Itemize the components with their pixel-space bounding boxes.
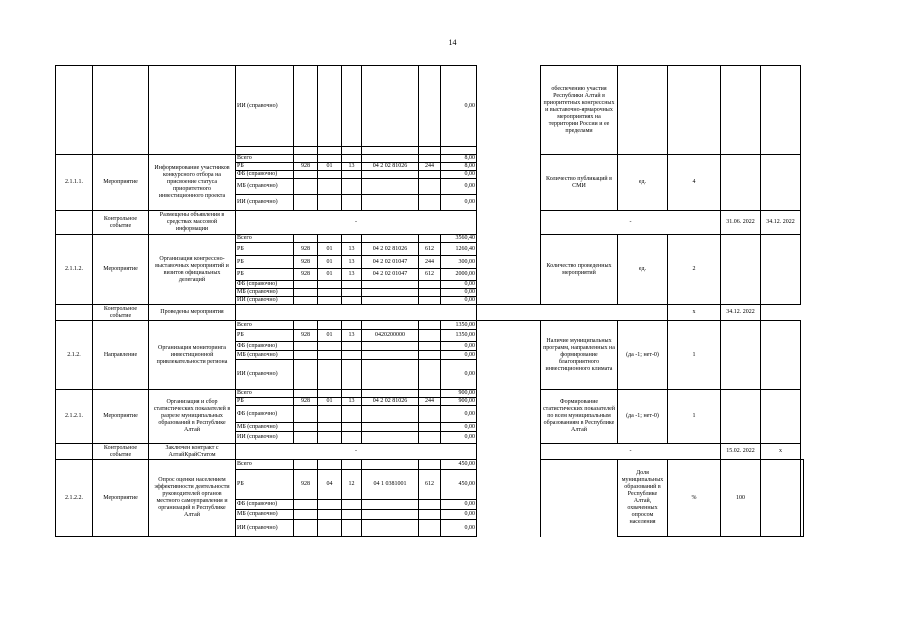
table-cell: 1350,00 [441, 321, 477, 330]
table-cell: 2.1.2. [56, 321, 93, 390]
table-cell [294, 460, 318, 470]
table-cell: Всего [236, 460, 294, 470]
table-cell: МБ (справочно) [236, 351, 294, 360]
table-cell [294, 423, 318, 432]
table-cell: 13 [342, 269, 362, 281]
table-cell: - [541, 211, 721, 235]
table-cell [342, 235, 362, 243]
table-body [56, 66, 804, 537]
table-cell: Организация мониторинга инвестиционной привлекательности региона [149, 321, 236, 390]
table-cell: Организация и сбор статистических показателей в разрезе муниципальных образований в Республике Алтай [149, 390, 236, 444]
table-cell [318, 520, 342, 537]
table-cell [294, 500, 318, 510]
table-cell: 900,00 [441, 390, 477, 398]
table-cell [362, 406, 419, 423]
table-row [56, 235, 804, 243]
table-cell: 0,00 [441, 289, 477, 297]
table-cell [362, 520, 419, 537]
table-cell: МБ (справочно) [236, 510, 294, 520]
table-cell: 1350,00 [441, 330, 477, 342]
table-cell: 928 [294, 269, 318, 281]
table-cell: 15.02. 2022 [721, 444, 761, 460]
table-cell [362, 500, 419, 510]
table-cell: Контрольное событие [93, 444, 149, 460]
table-cell: 2.1.2.1. [56, 390, 93, 444]
table-cell: 450,00 [441, 460, 477, 470]
table-cell: РБ [236, 470, 294, 500]
table-cell: Доля муниципальных образований в Республике Алтай, охваченных опросом населения [618, 460, 668, 537]
table-cell: 04 2 02 81026 [362, 243, 419, 256]
table-cell [318, 500, 342, 510]
table-cell: 1 [668, 321, 721, 390]
table-cell: МБ (справочно) [236, 179, 294, 195]
table-cell [56, 305, 93, 321]
table-cell: Контрольное событие [93, 305, 149, 321]
table-cell [761, 235, 801, 305]
table-cell [342, 432, 362, 444]
table-cell [362, 460, 419, 470]
table-cell: 0,00 [441, 351, 477, 360]
table-cell [419, 147, 441, 155]
table-cell [56, 444, 93, 460]
table-cell: ФБ (справочно) [236, 406, 294, 423]
table-cell: 2.1.1.2. [56, 235, 93, 305]
table-cell [721, 390, 761, 444]
table-cell [294, 390, 318, 398]
table-cell [362, 235, 419, 243]
table-cell [419, 360, 441, 390]
table-cell [342, 155, 362, 163]
table-cell [318, 342, 342, 351]
table-cell: x [668, 305, 721, 321]
table-cell [342, 390, 362, 398]
table-cell: Мероприятие [93, 235, 149, 305]
table-cell [342, 281, 362, 289]
table-cell [318, 390, 342, 398]
table-row [56, 211, 804, 235]
table-cell: 04 2 02 01047 [362, 256, 419, 269]
table-cell [318, 460, 342, 470]
table-cell [294, 360, 318, 390]
table-cell: 13 [342, 163, 362, 171]
table-cell: ед. [618, 155, 668, 211]
table-cell [342, 351, 362, 360]
table-cell: 928 [294, 398, 318, 406]
table-cell: 31.06. 2022 [721, 211, 761, 235]
table-cell: 0,00 [441, 66, 477, 147]
table-cell [419, 321, 441, 330]
table-cell [294, 297, 318, 305]
table-cell [342, 179, 362, 195]
table-cell: ИИ (справочно) [236, 520, 294, 537]
table-cell: ФБ (справочно) [236, 500, 294, 510]
table-cell: x [761, 444, 801, 460]
table-cell [801, 460, 804, 537]
table-cell: 0,00 [441, 171, 477, 179]
table-cell: ИИ (справочно) [236, 195, 294, 211]
table-cell [294, 289, 318, 297]
table-cell: 2.1.2.2. [56, 460, 93, 537]
table-cell [362, 66, 419, 147]
table-cell: ИИ (справочно) [236, 297, 294, 305]
table-cell [362, 423, 419, 432]
table-cell [294, 155, 318, 163]
table-cell: 0,00 [441, 179, 477, 195]
table-cell: РБ [236, 398, 294, 406]
table-cell: 2.1.1.1. [56, 155, 93, 211]
table-cell: ФБ (справочно) [236, 342, 294, 351]
table-cell [294, 510, 318, 520]
table-cell [761, 321, 801, 390]
table-cell [441, 147, 477, 155]
table-cell: РБ [236, 243, 294, 256]
table-cell [56, 211, 93, 235]
table-cell [294, 520, 318, 537]
table-cell: 13 [342, 256, 362, 269]
table-cell: 12 [342, 470, 362, 500]
table-cell: Всего [236, 321, 294, 330]
table-cell [419, 155, 441, 163]
table-cell: 13 [342, 243, 362, 256]
table-cell: Всего [236, 390, 294, 398]
table-cell [477, 305, 668, 321]
table-cell: 04 2 02 01047 [362, 269, 419, 281]
table-cell [362, 351, 419, 360]
table-cell: РБ [236, 330, 294, 342]
table-cell [318, 155, 342, 163]
table-cell [342, 520, 362, 537]
table-cell [419, 289, 441, 297]
table-cell [419, 423, 441, 432]
table-cell [294, 406, 318, 423]
table-cell [318, 510, 342, 520]
table-cell: Мероприятие [93, 155, 149, 211]
table-cell [342, 406, 362, 423]
table-cell: Количество проведенных мероприятий [541, 235, 618, 305]
table-cell [419, 179, 441, 195]
table-cell [419, 297, 441, 305]
table-cell [362, 155, 419, 163]
table-cell [419, 406, 441, 423]
table-cell: Информирование участников конкурсного отбора на присвоение статуса приоритетного инвестиционного проекта [149, 155, 236, 211]
table-cell: 244 [419, 398, 441, 406]
table-cell: 244 [419, 256, 441, 269]
table-cell [342, 297, 362, 305]
table-cell: 928 [294, 163, 318, 171]
table-cell: 0,00 [441, 297, 477, 305]
table-cell: 928 [294, 256, 318, 269]
table-cell [362, 390, 419, 398]
table-cell [342, 195, 362, 211]
table-cell: Заключен контракт с АлтайКрайСтатом [149, 444, 236, 460]
table-cell [419, 510, 441, 520]
table-cell [318, 171, 342, 179]
table-cell: 900,00 [441, 398, 477, 406]
table-cell: 450,00 [441, 470, 477, 500]
table-cell: ФБ (справочно) [236, 171, 294, 179]
table-cell [56, 66, 93, 155]
table-cell: 612 [419, 243, 441, 256]
table-cell: ИИ (справочно) [236, 432, 294, 444]
table-cell: ИИ (справочно) [236, 360, 294, 390]
table-cell [294, 66, 318, 147]
table-cell [419, 432, 441, 444]
table-cell [294, 342, 318, 351]
table-row [56, 390, 804, 398]
table-cell: 244 [419, 163, 441, 171]
table-cell [362, 289, 419, 297]
table-row [56, 460, 804, 470]
table-cell [419, 66, 441, 147]
table-cell [362, 297, 419, 305]
table-cell [362, 360, 419, 390]
table-cell: 0,00 [441, 360, 477, 390]
table-cell [419, 390, 441, 398]
table-cell: % [668, 460, 721, 537]
column-gap [477, 321, 541, 470]
table-cell: 0,00 [441, 195, 477, 211]
table-cell: РБ [236, 269, 294, 281]
table-cell: 928 [294, 330, 318, 342]
table-cell: ИИ (справочно) [236, 66, 294, 147]
table-cell [294, 147, 318, 155]
table-cell [236, 305, 477, 321]
table-cell [362, 147, 419, 155]
table-cell: 04 [318, 470, 342, 500]
table-cell: 01 [318, 163, 342, 171]
table-cell: 1 [668, 390, 721, 444]
table-cell: 0,00 [441, 510, 477, 520]
table-cell: - [236, 211, 477, 235]
table-cell [419, 171, 441, 179]
table-cell [362, 195, 419, 211]
table-cell: 0,00 [441, 342, 477, 351]
table-cell [362, 510, 419, 520]
table-cell [149, 66, 236, 155]
table-cell [362, 171, 419, 179]
table-cell [618, 66, 668, 155]
table-row [56, 444, 804, 460]
table-cell [342, 460, 362, 470]
table-cell: 0,00 [441, 520, 477, 537]
table-cell [342, 342, 362, 351]
table-cell [318, 66, 342, 147]
table-cell [342, 360, 362, 390]
table-cell [236, 147, 294, 155]
table-cell: Мероприятие [93, 460, 149, 537]
table-cell: 34.12. 2022 [721, 305, 761, 321]
table-cell: 1260,40 [441, 243, 477, 256]
table-cell: 612 [419, 470, 441, 500]
table-cell [318, 297, 342, 305]
table-cell [721, 321, 761, 390]
table-cell [342, 147, 362, 155]
table-cell [761, 66, 801, 155]
table-cell [362, 179, 419, 195]
table-cell [294, 432, 318, 444]
table-cell [294, 195, 318, 211]
table-cell [318, 179, 342, 195]
page-number: 14 [448, 38, 457, 47]
table-cell: 01 [318, 269, 342, 281]
table-cell: 100 [721, 460, 761, 537]
table-cell: 0,00 [441, 500, 477, 510]
table-cell [419, 195, 441, 211]
table-cell: Размещены объявления в средствах массовой информации [149, 211, 236, 235]
table-cell: РБ [236, 163, 294, 171]
table-cell [419, 281, 441, 289]
table-cell: 2 [668, 235, 721, 305]
table-cell [419, 460, 441, 470]
table-cell [761, 460, 801, 537]
table-cell [721, 235, 761, 305]
table-cell: обеспечению участия Республики Алтай в приоритетных конгрессных и выставочно-ярмарочных мероприятиях на территории России и ее пределами [541, 66, 618, 155]
table-cell: РБ [236, 256, 294, 269]
table-cell: ед. [618, 235, 668, 305]
table-cell: 0,00 [441, 423, 477, 432]
table-cell [721, 155, 761, 211]
table-cell: 2000,00 [441, 269, 477, 281]
table-cell: 3560,40 [441, 235, 477, 243]
table-cell: - [541, 444, 721, 460]
table-cell [318, 289, 342, 297]
table-cell [342, 66, 362, 147]
table-cell: 0,00 [441, 432, 477, 444]
table-cell: Проведены мероприятия [149, 305, 236, 321]
table-cell [419, 500, 441, 510]
table-cell: 0420200000 [362, 330, 419, 342]
table-cell: МБ (справочно) [236, 423, 294, 432]
table-cell: 01 [318, 398, 342, 406]
table-cell [318, 351, 342, 360]
table-cell: 0,00 [441, 281, 477, 289]
table-cell: ФБ (справочно) [236, 281, 294, 289]
table-cell [318, 360, 342, 390]
table-cell: 01 [318, 243, 342, 256]
column-gap [541, 460, 618, 537]
table-row [56, 305, 804, 321]
table-cell: 04 1 0381001 [362, 470, 419, 500]
table-cell [419, 520, 441, 537]
table-cell [318, 321, 342, 330]
table-cell: 04 2 02 81026 [362, 163, 419, 171]
table-cell [362, 321, 419, 330]
table-cell: 01 [318, 330, 342, 342]
table-cell: Количество публикаций в СМИ [541, 155, 618, 211]
table-cell: 8,00 [441, 163, 477, 171]
table-cell: 01 [318, 256, 342, 269]
table-cell: 34.12. 2022 [761, 211, 801, 235]
table-cell [721, 66, 761, 155]
table-row [56, 155, 804, 163]
table-cell: 928 [294, 470, 318, 500]
table-cell: - [236, 444, 477, 460]
table-cell [419, 235, 441, 243]
table-cell [342, 423, 362, 432]
table-cell: 928 [294, 243, 318, 256]
table-cell: 04 2 02 81026 [362, 398, 419, 406]
table-cell [294, 179, 318, 195]
table-cell: Опрос оценки населением эффективности деятельности руководителей органов местного самоуправления и организаций в Республике Алтай [149, 460, 236, 537]
table-cell: МБ (справочно) [236, 289, 294, 297]
table-cell [419, 342, 441, 351]
table-cell [318, 195, 342, 211]
table-cell [362, 342, 419, 351]
table-cell [419, 351, 441, 360]
table-cell [362, 281, 419, 289]
table-cell [761, 390, 801, 444]
table-row [56, 321, 804, 330]
table-cell [318, 281, 342, 289]
table-cell [318, 235, 342, 243]
table-cell [342, 321, 362, 330]
table-cell: 8,00 [441, 155, 477, 163]
table-cell [294, 235, 318, 243]
table-cell [318, 406, 342, 423]
table-cell [93, 66, 149, 155]
table-cell [342, 171, 362, 179]
table-cell: 4 [668, 155, 721, 211]
table-cell [294, 281, 318, 289]
table-cell [668, 66, 721, 155]
table-cell [318, 147, 342, 155]
table-cell [342, 500, 362, 510]
table-cell: Всего [236, 235, 294, 243]
table-cell: Контрольное событие [93, 211, 149, 235]
table-cell [318, 432, 342, 444]
table-cell [294, 321, 318, 330]
table-cell: Направление [93, 321, 149, 390]
table-row [56, 66, 804, 147]
table-cell [362, 432, 419, 444]
program-table [55, 65, 804, 537]
table-cell: 300,00 [441, 256, 477, 269]
table-cell [419, 330, 441, 342]
table-cell: 0,00 [441, 406, 477, 423]
table-cell: 612 [419, 269, 441, 281]
table-cell: Наличие муниципальных программ, направленных на формирование благоприятного инвестиционного климата [541, 321, 618, 390]
table-cell [342, 289, 362, 297]
table-cell: 13 [342, 398, 362, 406]
table-cell [761, 155, 801, 211]
table-cell: Организация конгрессно-выставочных мероприятий и визитов официальных делегаций [149, 235, 236, 305]
column-gap [477, 66, 541, 305]
table-cell: Мероприятие [93, 390, 149, 444]
table-cell: Всего [236, 155, 294, 163]
table-cell: (да -1; нет-0) [618, 321, 668, 390]
table-cell: Формирование статистических показателей по всем муниципальным образованиям в Республике Алтай [541, 390, 618, 444]
table-cell [342, 510, 362, 520]
table-cell [318, 423, 342, 432]
table-cell: (да -1; нет-0) [618, 390, 668, 444]
table-cell [294, 171, 318, 179]
table-cell: 13 [342, 330, 362, 342]
table-cell [294, 351, 318, 360]
